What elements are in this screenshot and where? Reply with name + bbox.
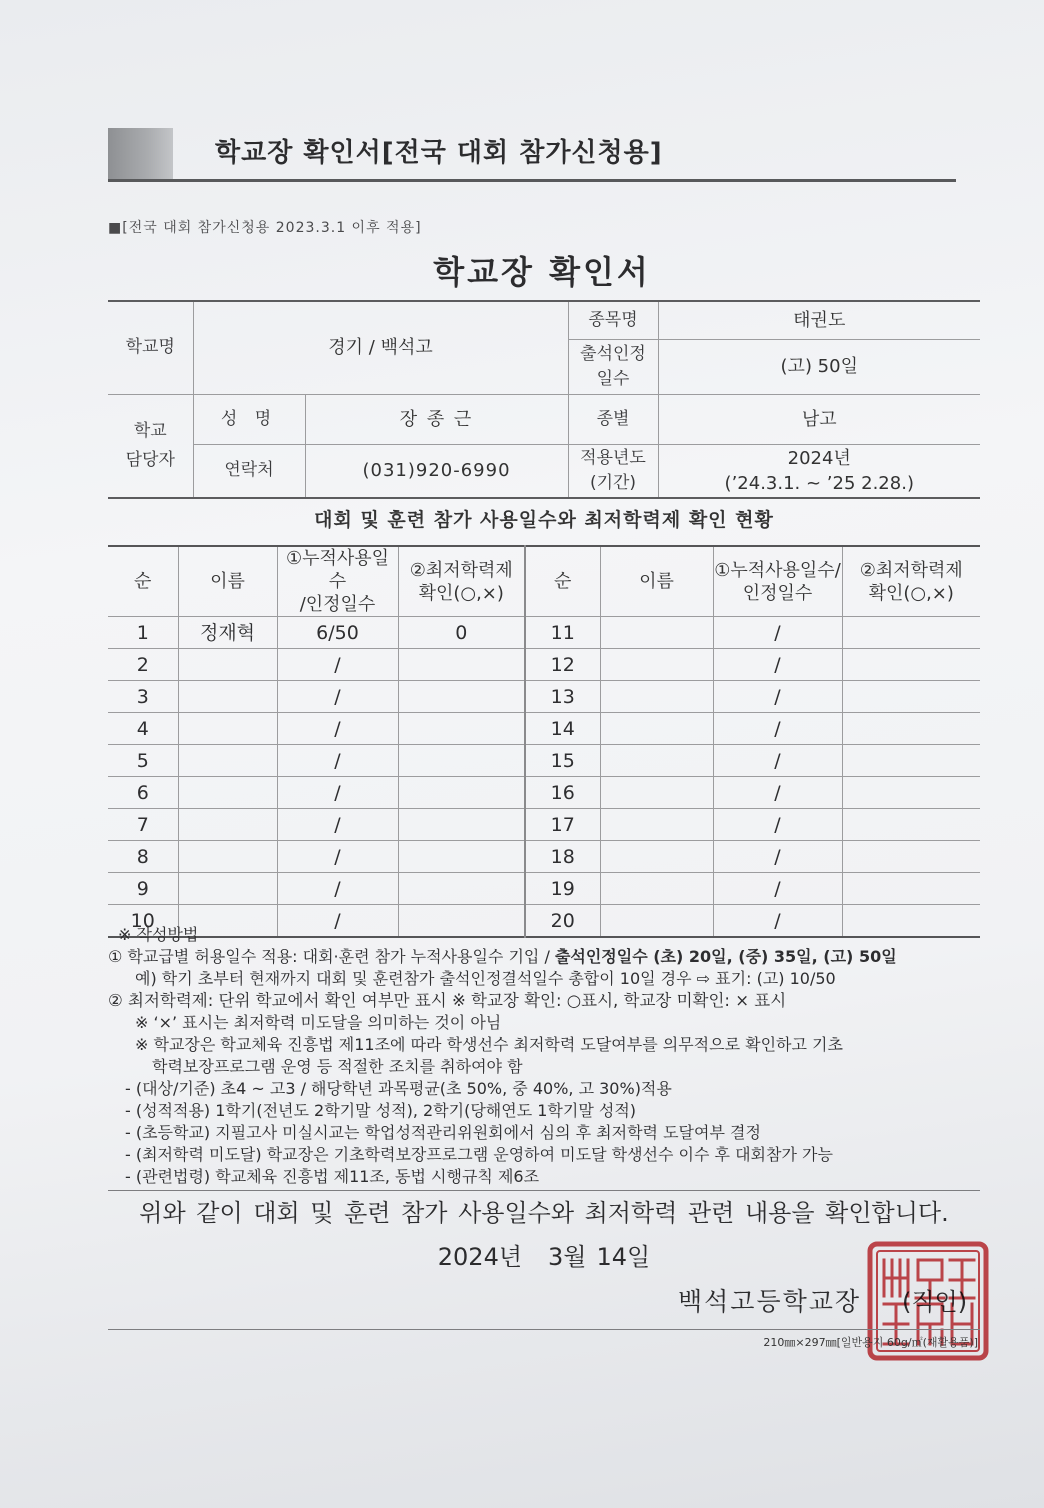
school-label: 학교명 xyxy=(108,301,193,394)
header-check-left xyxy=(398,546,525,617)
seal-label: (직인) xyxy=(902,1288,968,1316)
header-rule xyxy=(108,179,956,182)
row-number-right: 14 xyxy=(525,713,600,745)
note-bullet: - (초등학교) 지필고사 미실시교는 학업성적관리위원회에서 심의 후 최저학력 도달여부 결정 xyxy=(125,1123,761,1142)
info-row-phone xyxy=(108,444,980,498)
row-number-left: 9 xyxy=(108,873,178,905)
student-name-right xyxy=(600,841,713,873)
used-days-left: / xyxy=(277,809,398,841)
row-number-right: 16 xyxy=(525,777,600,809)
attendance-label-line-2: 일수 xyxy=(596,368,630,389)
student-name-left xyxy=(178,649,277,681)
row-number-right: 19 xyxy=(525,873,600,905)
note-item-1-text: ① 학교급별 허용일수 적용: 대회·훈련 참가 누적사용일수 기입 / xyxy=(108,947,555,966)
note-item-2-sub-2a: ※ 학교장은 학교체육 진흥법 제11조에 따라 학생선수 최저학력 도달여부를 의무적으로 확인하고 기초 xyxy=(135,1035,843,1054)
used-days-right: / xyxy=(713,873,842,905)
used-days-left: / xyxy=(277,681,398,713)
student-name-left xyxy=(178,745,277,777)
date-month: 3월 xyxy=(548,1243,587,1271)
header-gray-block xyxy=(108,128,173,181)
header-check-right-line-2: 확인(○,×) xyxy=(868,582,954,604)
row-number-left: 10 xyxy=(108,905,178,938)
student-name-right xyxy=(600,809,713,841)
min-academic-check-left xyxy=(398,649,525,681)
note-item-2-sub-1: ※ ‘×’ 표시는 최저학력 미도달을 의미하는 것이 아님 xyxy=(135,1013,502,1032)
student-name-right xyxy=(600,777,713,809)
student-name-right xyxy=(600,905,713,938)
student-name-right xyxy=(600,649,713,681)
used-days-right: / xyxy=(713,713,842,745)
used-days-left: / xyxy=(277,777,398,809)
header-title: 학교장 확인서[전국 대회 참가신청용] xyxy=(215,138,663,168)
student-name-right xyxy=(600,713,713,745)
note-bullet: - (성적적용) 1학기(전년도 2학기말 성적), 2학기(당해연도 1학기말 성적) xyxy=(125,1101,637,1120)
header-no-right: 순 xyxy=(525,546,600,617)
year-label-line-1: 적용년도 xyxy=(580,447,646,468)
table-row xyxy=(108,777,980,809)
min-academic-check-left xyxy=(398,873,525,905)
table-row xyxy=(108,841,980,873)
min-academic-check-right xyxy=(842,649,980,681)
used-days-left: / xyxy=(277,713,398,745)
attendance-label-line-1: 출석인정 xyxy=(580,343,646,364)
row-number-left: 6 xyxy=(108,777,178,809)
header-days-left-line-1: ①누적사용일수 xyxy=(285,548,390,592)
issue-date xyxy=(108,1241,980,1273)
footer-divider xyxy=(108,1329,980,1330)
header-check-right-line-1: ②최저학력제 xyxy=(859,559,963,581)
row-number-left: 8 xyxy=(108,841,178,873)
min-academic-check-right xyxy=(842,809,980,841)
min-academic-check-right xyxy=(842,777,980,809)
header-days-right-line-2: 인정일수 xyxy=(742,582,813,604)
info-row-sport xyxy=(108,301,980,339)
row-number-right: 18 xyxy=(525,841,600,873)
info-table xyxy=(108,300,980,499)
row-number-left: 4 xyxy=(108,713,178,745)
table-row xyxy=(108,617,980,649)
row-number-right: 20 xyxy=(525,905,600,938)
attendance-label xyxy=(568,339,658,394)
min-academic-check-left: 0 xyxy=(398,617,525,649)
student-name-left: 정재혁 xyxy=(178,617,277,649)
document-title: 학교장 확인서 xyxy=(433,253,651,291)
contact-label-line-2: 담당자 xyxy=(125,449,175,470)
year-value-line-1: 2024년 xyxy=(787,447,851,469)
paper-spec-footer: 210㎜×297㎜[일반용지 60g/㎡(재활용품)] xyxy=(763,1336,978,1349)
min-academic-check-right xyxy=(842,873,980,905)
header-days-right xyxy=(713,546,842,617)
date-day: 14일 xyxy=(596,1243,651,1271)
used-days-left: 6/50 xyxy=(277,617,398,649)
name-value: 장 종 근 xyxy=(305,394,568,444)
note-item-2-sub-2b: 학력보장프로그램 운영 등 적절한 조치를 취하여야 함 xyxy=(152,1057,523,1076)
min-academic-check-right xyxy=(842,745,980,777)
year-value xyxy=(658,444,980,498)
min-academic-check-right xyxy=(842,617,980,649)
header-name-left: 이름 xyxy=(178,546,277,617)
confirmation-statement: 위와 같이 대회 및 훈련 참가 사용일수와 최저학력 관련 내용을 확인합니다. xyxy=(139,1199,949,1227)
row-number-right: 15 xyxy=(525,745,600,777)
sport-value: 태권도 xyxy=(658,301,980,339)
status-table-body xyxy=(108,617,980,938)
note-item-1-example: 예) 학기 초부터 현재까지 대회 및 훈련참가 출석인정결석일수 총합이 10일 경우 ⇨ 표기: (고) 10/50 xyxy=(135,969,836,988)
year-value-line-2: (’24.3.1. ~ ’25 2.28.) xyxy=(724,472,914,494)
min-academic-check-left xyxy=(398,841,525,873)
year-label xyxy=(568,444,658,498)
student-name-right xyxy=(600,745,713,777)
header-days-left-line-2: /인정일수 xyxy=(299,594,376,615)
student-name-left xyxy=(178,713,277,745)
table-row xyxy=(108,873,980,905)
student-name-right xyxy=(600,617,713,649)
table-row xyxy=(108,681,980,713)
school-value: 경기 / 백석고 xyxy=(193,301,568,394)
status-table xyxy=(108,545,980,938)
student-name-right xyxy=(600,873,713,905)
student-name-right xyxy=(600,681,713,713)
phone-label: 연락처 xyxy=(193,444,305,498)
used-days-left: / xyxy=(277,649,398,681)
min-academic-check-left xyxy=(398,777,525,809)
min-academic-check-right xyxy=(842,905,980,938)
min-academic-check-left xyxy=(398,713,525,745)
status-header-row xyxy=(108,546,980,617)
used-days-left: / xyxy=(277,745,398,777)
used-days-right: / xyxy=(713,745,842,777)
row-number-left: 1 xyxy=(108,617,178,649)
used-days-right: / xyxy=(713,809,842,841)
sport-label: 종목명 xyxy=(568,301,658,339)
section-title: 대회 및 훈련 참가 사용일수와 최저학력제 확인 현황 xyxy=(314,509,774,531)
row-number-right: 13 xyxy=(525,681,600,713)
date-year: 2024년 xyxy=(437,1243,523,1271)
header-name-right: 이름 xyxy=(600,546,713,617)
note-bullet: - (관련법령) 학교체육 진흥법 제11조, 동법 시행규칙 제6조 xyxy=(125,1167,540,1186)
table-row xyxy=(108,809,980,841)
row-number-right: 17 xyxy=(525,809,600,841)
table-row xyxy=(108,649,980,681)
category-label: 종별 xyxy=(568,394,658,444)
name-label: 성 명 xyxy=(193,394,305,444)
used-days-right: / xyxy=(713,777,842,809)
used-days-left: / xyxy=(277,841,398,873)
note-bullet: - (최저학력 미도달) 학교장은 기초학력보장프로그램 운영하여 미도달 학생선수 이수 후 대회참가 가능 xyxy=(125,1145,833,1164)
phone-value: (031)920-6990 xyxy=(305,444,568,498)
row-number-left: 2 xyxy=(108,649,178,681)
student-name-left xyxy=(178,873,277,905)
student-name-left xyxy=(178,777,277,809)
category-value: 남고 xyxy=(658,394,980,444)
row-number-right: 11 xyxy=(525,617,600,649)
used-days-right: / xyxy=(713,617,842,649)
note-item-2: ② 최저학력제: 단위 학교에서 확인 여부만 표시 ※ 학교장 확인: ○표시, 학교장 미확인: × 표시 xyxy=(108,991,787,1010)
row-number-right: 12 xyxy=(525,649,600,681)
min-academic-check-left xyxy=(398,745,525,777)
used-days-right: / xyxy=(713,841,842,873)
note-item-1-bold: 출석인정일수 (초) 20일, (중) 35일, (고) 50일 xyxy=(554,947,897,966)
student-name-left xyxy=(178,681,277,713)
used-days-left: / xyxy=(277,905,398,938)
contact-label-line-1: 학교 xyxy=(133,420,167,441)
table-row xyxy=(108,905,980,938)
header-check-left-line-1: ②최저학력제 xyxy=(409,559,513,581)
note-item-1 xyxy=(108,946,897,968)
used-days-right: / xyxy=(713,649,842,681)
min-academic-check-right xyxy=(842,841,980,873)
row-number-left: 5 xyxy=(108,745,178,777)
table-row xyxy=(108,745,980,777)
header-check-right xyxy=(842,546,980,617)
signer-title: 백석고등학교장 xyxy=(678,1287,862,1316)
min-academic-check-right xyxy=(842,713,980,745)
header-days-right-line-1: ①누적사용일수/ xyxy=(714,559,841,581)
notes-title: ※ 작성방법 xyxy=(118,925,199,944)
info-row-name xyxy=(108,394,980,444)
student-name-left xyxy=(178,809,277,841)
form-subtitle: ■[전국 대회 참가신청용 2023.3.1 이후 적용] xyxy=(108,220,422,236)
table-row xyxy=(108,713,980,745)
min-academic-check-left xyxy=(398,681,525,713)
used-days-right: / xyxy=(713,681,842,713)
attendance-value: (고) 50일 xyxy=(658,339,980,394)
header-check-left-line-2: 확인(○,×) xyxy=(418,582,504,604)
contact-person-label xyxy=(108,394,193,498)
year-label-line-2: (기간) xyxy=(589,472,637,493)
notes-divider xyxy=(108,1190,980,1191)
note-bullet: - (대상/기준) 초4 ~ 고3 / 해당학년 과목평균(초 50%, 중 40%, 고 30%)적용 xyxy=(125,1079,672,1098)
student-name-left xyxy=(178,841,277,873)
used-days-right: / xyxy=(713,905,842,938)
row-number-left: 7 xyxy=(108,809,178,841)
header-days-left xyxy=(277,546,398,617)
used-days-left: / xyxy=(277,873,398,905)
row-number-left: 3 xyxy=(108,681,178,713)
min-academic-check-left xyxy=(398,809,525,841)
header-no-left: 순 xyxy=(108,546,178,617)
min-academic-check-left xyxy=(398,905,525,938)
min-academic-check-right xyxy=(842,681,980,713)
